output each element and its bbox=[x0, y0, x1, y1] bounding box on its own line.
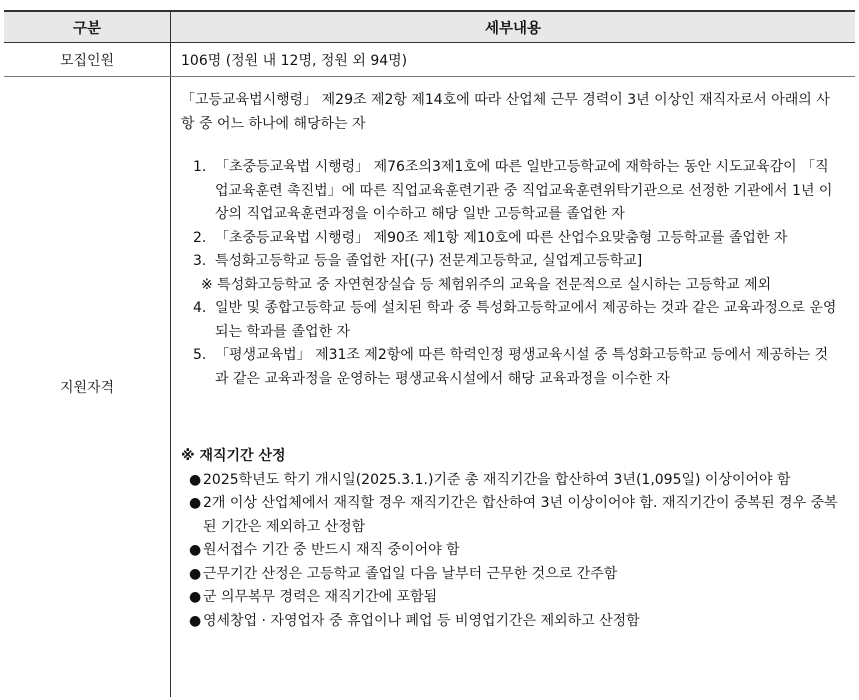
bullet-text: 영세창업 · 자영업자 중 휴업이나 폐업 등 비영업기간은 제외하고 산정함 bbox=[203, 612, 640, 629]
list-item bbox=[181, 344, 841, 391]
bullet-icon: ● bbox=[189, 589, 202, 605]
bullet-icon: ● bbox=[189, 542, 202, 558]
list-item-text: 「초중등교육법 시행령」 제90조 제1항 제10호에 따른 산업수요맞춤형 고등학교를 졸업한 자 bbox=[215, 229, 788, 246]
list-item-number: 3. bbox=[193, 253, 207, 269]
admission-table bbox=[4, 10, 855, 697]
list-item-number: 5. bbox=[193, 347, 207, 363]
period-title: ※ 재직기간 산정 bbox=[181, 448, 286, 464]
bullet-text: 군 의무복무 경력은 재직기간에 포함됨 bbox=[203, 589, 438, 605]
bullet-icon: ● bbox=[189, 612, 202, 629]
list-item-text: 일반 및 종합고등학교 등에 설치된 학과 중 특성화고등학교에서 제공하는 것과 같은 교육과정으로 운영되는 학과를 졸업한 자 bbox=[215, 300, 837, 340]
qualification-label: 지원자격 bbox=[4, 77, 171, 698]
bullet-item bbox=[181, 586, 841, 610]
table-row-recruit bbox=[4, 43, 855, 77]
qualification-intro: 「고등교육법시행령」 제29조 제2항 제14호에 따라 산업체 근무 경력이 3년 이상인 재직자로서 아래의 사항 중 어느 하나에 해당하는 자 bbox=[181, 92, 830, 132]
header-row bbox=[4, 11, 855, 43]
period-bullets bbox=[181, 469, 841, 634]
bullet-text: 2개 이상 산업체에서 재직할 경우 재직기간은 합산하여 3년 이상이어야 함. 재직기간이 중복된 경우 중복된 기간은 제외하고 산정함 bbox=[203, 495, 838, 535]
bullet-item bbox=[181, 539, 841, 563]
qualification-list bbox=[181, 156, 841, 391]
bullet-icon: ● bbox=[189, 565, 202, 582]
bullet-item bbox=[181, 492, 841, 539]
bullet-item bbox=[181, 469, 841, 493]
header-category: 구분 bbox=[4, 11, 171, 43]
list-item bbox=[181, 156, 841, 227]
list-item-text: 「평생교육법」 제31조 제2항에 따른 학력인정 평생교육시설 중 특성화고등학교 등에서 제공하는 것과 같은 교육과정을 운영하는 평생교육시설에서 해당 교육과정을 이수한 자 bbox=[215, 347, 829, 387]
bullet-item bbox=[181, 563, 841, 587]
qualification-content bbox=[171, 77, 856, 698]
bullet-text: 근무기간 산정은 고등학교 졸업일 다음 날부터 근무한 것으로 간주함 bbox=[203, 565, 618, 582]
list-item-number: 2. bbox=[193, 229, 207, 246]
bullet-text: 원서접수 기간 중 반드시 재직 중이어야 함 bbox=[203, 542, 460, 558]
header-details: 세부내용 bbox=[171, 11, 856, 43]
list-item-number: 4. bbox=[193, 300, 207, 316]
recruit-label: 모집인원 bbox=[4, 43, 171, 77]
list-note: ※ 특성화고등학교 중 자연현장실습 등 체험위주의 교육을 전문적으로 실시하는 고등학교 제외 bbox=[201, 276, 772, 293]
bullet-icon: ● bbox=[189, 471, 202, 488]
list-item bbox=[181, 227, 841, 251]
bullet-text: 2025학년도 학기 개시일(2025.3.1.)기준 총 재직기간을 합산하여 3년(1,095일) 이상이어야 함 bbox=[203, 471, 791, 488]
list-item bbox=[181, 250, 841, 274]
list-item-text: 「초중등교육법 시행령」 제76조의3제1호에 따른 일반고등학교에 재학하는 동안 시도교육감이 「직업교육훈련 촉진법」에 따른 직업교육훈련기관 중 직업교육훈련위탁기관으로 선정한 기관에서 1년 이상의 직업교육훈련과정을 이수하고 해당 일반 고등학교를 졸업한 자 bbox=[215, 159, 833, 222]
table-row-qualification bbox=[4, 77, 855, 698]
recruit-value: 106명 (정원 내 12명, 정원 외 94명) bbox=[171, 43, 856, 77]
list-item-number: 1. bbox=[193, 159, 207, 175]
list-item-text: 특성화고등학교 등을 졸업한 자[(구) 전문계고등학교, 실업계고등학교] bbox=[215, 253, 643, 269]
bullet-icon: ● bbox=[189, 495, 202, 511]
list-item bbox=[181, 297, 841, 344]
bullet-item bbox=[181, 610, 841, 634]
